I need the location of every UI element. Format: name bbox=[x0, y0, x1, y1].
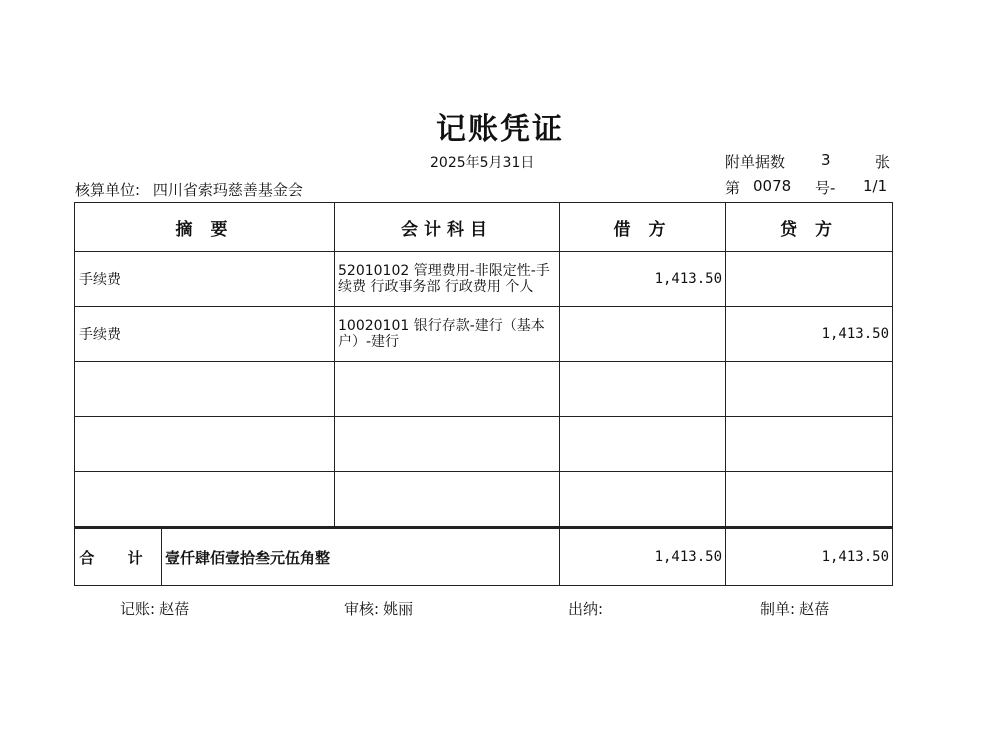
preparer-sign bbox=[760, 598, 829, 619]
empty-cell bbox=[726, 417, 893, 472]
table-row-empty bbox=[75, 417, 893, 472]
accounting-unit-name: 四川省索玛慈善基金会 bbox=[152, 181, 303, 199]
empty-cell bbox=[75, 417, 335, 472]
preparer-label: 制单: bbox=[760, 600, 796, 618]
entry-summary: 手续费 bbox=[75, 307, 335, 362]
voucher-number-prefix: 第 bbox=[725, 179, 741, 197]
empty-cell bbox=[726, 472, 893, 528]
auditor-sign bbox=[344, 598, 413, 619]
table-row bbox=[75, 307, 893, 362]
entry-credit bbox=[726, 252, 893, 307]
bookkeeper-label: 记账: bbox=[120, 600, 156, 618]
empty-cell bbox=[335, 472, 560, 528]
empty-cell bbox=[75, 472, 335, 528]
total-summary-cell bbox=[75, 528, 560, 586]
cashier-label: 出纳: bbox=[568, 600, 604, 618]
header-debit: 借 方 bbox=[560, 203, 726, 252]
total-amount-words: 壹仟肆佰壹拾叁元伍角整 bbox=[165, 548, 331, 567]
empty-cell bbox=[560, 362, 726, 417]
bookkeeper-sign bbox=[120, 598, 189, 619]
accounting-unit-label: 核算单位: bbox=[75, 181, 141, 199]
voucher-table bbox=[74, 202, 893, 586]
total-credit: 1,413.50 bbox=[726, 528, 893, 586]
empty-cell bbox=[335, 362, 560, 417]
voucher-number-value: 0078 bbox=[753, 177, 792, 195]
entry-account: 10020101 银行存款-建行（基本户）-建行 bbox=[335, 307, 560, 362]
preparer-name: 赵蓓 bbox=[799, 600, 830, 618]
table-row-empty bbox=[75, 362, 893, 417]
empty-cell bbox=[560, 472, 726, 528]
total-label: 合 计 bbox=[75, 529, 162, 585]
total-debit: 1,413.50 bbox=[560, 528, 726, 586]
table-row-empty bbox=[75, 472, 893, 528]
entry-credit: 1,413.50 bbox=[726, 307, 893, 362]
entry-account: 52010102 管理费用-非限定性-手续费 行政事务部 行政费用 个人 bbox=[335, 252, 560, 307]
total-row bbox=[75, 528, 893, 586]
entry-summary: 手续费 bbox=[75, 252, 335, 307]
empty-cell bbox=[726, 362, 893, 417]
entry-debit bbox=[560, 307, 726, 362]
accounting-unit bbox=[75, 179, 303, 200]
attachments-label: 附单据数 bbox=[725, 153, 786, 171]
empty-cell bbox=[560, 417, 726, 472]
attachments-number: 3 bbox=[821, 151, 831, 169]
empty-cell bbox=[335, 417, 560, 472]
auditor-name: 姚丽 bbox=[383, 600, 414, 618]
empty-cell bbox=[75, 362, 335, 417]
voucher-title: 记账凭证 bbox=[436, 112, 564, 147]
header-credit: 贷 方 bbox=[726, 203, 893, 252]
header-summary: 摘 要 bbox=[75, 203, 335, 252]
bookkeeper-name: 赵蓓 bbox=[159, 600, 190, 618]
entry-debit: 1,413.50 bbox=[560, 252, 726, 307]
voucher-page-indicator: 1/1 bbox=[863, 177, 888, 195]
table-header-row bbox=[75, 203, 893, 252]
auditor-label: 审核: bbox=[344, 600, 380, 618]
voucher-number-suffix: 号- bbox=[815, 179, 836, 197]
voucher-date: 2025年5月31日 bbox=[430, 155, 535, 171]
cashier-sign bbox=[568, 598, 607, 619]
attachments-unit: 张 bbox=[875, 153, 891, 171]
table-row bbox=[75, 252, 893, 307]
header-account: 会计科目 bbox=[335, 203, 560, 252]
